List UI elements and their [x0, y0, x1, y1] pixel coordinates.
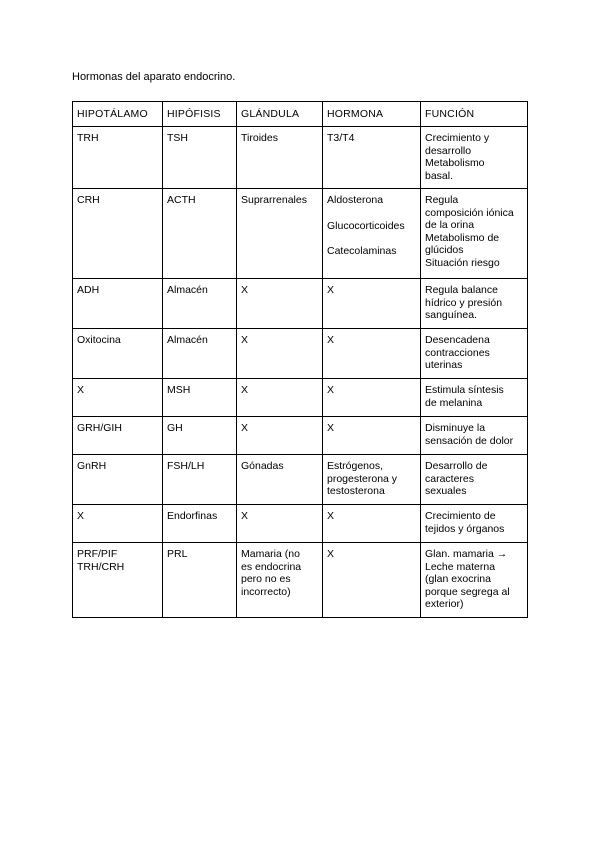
cell-text: X: [327, 284, 335, 296]
cell-hormona: [323, 127, 421, 189]
cell-glandula: [237, 279, 323, 329]
table-row: [73, 329, 528, 379]
cell-text: X: [327, 510, 335, 522]
cell-hipofisis: [163, 543, 237, 618]
cell-hipofisis: [163, 189, 237, 279]
cell-text: X: [327, 334, 335, 346]
cell-text: X: [241, 334, 249, 346]
cell-hipotalamo: [73, 189, 163, 279]
cell-funcion: [421, 379, 528, 417]
cell-text: GRH/GIH: [77, 422, 122, 434]
cell-funcion: [421, 329, 528, 379]
cell-hipotalamo: [73, 329, 163, 379]
cell-hormona: [323, 505, 421, 543]
cell-text: CRH: [77, 194, 100, 206]
header-funcion: FUNCIÓN: [421, 102, 528, 127]
cell-glandula: [237, 455, 323, 505]
cell-text: X: [327, 384, 335, 396]
cell-text: testosterona: [327, 485, 385, 497]
cell-hipofisis: [163, 127, 237, 189]
header-hormona: HORMONA: [323, 102, 421, 127]
cell-glandula: [237, 379, 323, 417]
cell-text: desarrollo: [425, 144, 472, 157]
cell-funcion: [421, 505, 528, 543]
cell-text: glúcidos: [425, 244, 464, 256]
cell-text: ADH: [77, 284, 100, 296]
cell-text: TRH: [77, 132, 99, 144]
table-row: [73, 505, 528, 543]
cell-hormona: [323, 279, 421, 329]
cell-text: sensación de dolor: [425, 434, 514, 447]
cell-text: PRF/PIF: [77, 548, 118, 560]
cell-text: X: [327, 422, 335, 434]
cell-text: Suprarrenales: [241, 194, 307, 206]
cell-hipotalamo: [73, 505, 163, 543]
cell-text: Aldosterona: [327, 194, 384, 206]
cell-text: GH: [167, 422, 183, 434]
cell-hipotalamo: [73, 543, 163, 618]
table-row: [73, 379, 528, 417]
cell-text: Metabolismo: [425, 157, 485, 169]
cell-hipofisis: [163, 455, 237, 505]
hormone-table: [72, 101, 528, 618]
cell-glandula: [237, 189, 323, 279]
cell-text: de melanina: [425, 396, 483, 409]
cell-text: Almacén: [167, 284, 208, 296]
cell-text: X: [241, 384, 249, 396]
cell-text: es endocrina: [241, 560, 302, 573]
cell-hormona: [323, 189, 421, 279]
cell-text: Estrógenos,: [327, 460, 384, 472]
cell-text: X: [77, 384, 85, 396]
cell-text: ACTH: [167, 194, 196, 206]
cell-text: exterior): [425, 598, 464, 610]
header-glandula: GLÁNDULA: [237, 102, 323, 127]
cell-text: Tiroides: [241, 132, 278, 144]
cell-text: Glan. mamaria →: [425, 548, 508, 560]
cell-hipotalamo: [73, 379, 163, 417]
cell-text: X: [241, 422, 249, 434]
cell-text: X: [241, 510, 249, 522]
header-hipofisis: HIPÓFISIS: [163, 102, 237, 127]
cell-funcion: [421, 279, 528, 329]
cell-spacer: [327, 232, 416, 245]
cell-text: Crecimiento y: [425, 132, 490, 144]
cell-hormona: [323, 543, 421, 618]
cell-hipotalamo: [73, 127, 163, 189]
cell-text: porque segrega al: [425, 585, 510, 598]
cell-hormona: [323, 329, 421, 379]
cell-hormona: [323, 379, 421, 417]
table-row: [73, 279, 528, 329]
cell-text: Estimula síntesis: [425, 384, 504, 396]
table-row: [73, 417, 528, 455]
cell-hipofisis: [163, 417, 237, 455]
cell-glandula: [237, 543, 323, 618]
cell-text: uterinas: [425, 359, 463, 371]
cell-hipotalamo: [73, 417, 163, 455]
cell-text: X: [241, 284, 249, 296]
cell-text: de la orina: [425, 219, 475, 231]
cell-funcion: [421, 127, 528, 189]
cell-funcion: [421, 189, 528, 279]
cell-text: (glan exocrina: [425, 573, 491, 585]
cell-text: Regula: [425, 194, 459, 206]
cell-text: contracciones: [425, 346, 490, 359]
cell-text: Oxitocina: [77, 334, 121, 346]
cell-text: Glucocorticoides: [327, 219, 405, 232]
cell-text: composición iónica: [425, 206, 514, 219]
cell-glandula: [237, 505, 323, 543]
cell-text: Leche materna: [425, 560, 496, 573]
cell-spacer: [327, 207, 416, 220]
table-header-row: [73, 102, 528, 127]
cell-text: incorrecto): [241, 585, 291, 598]
cell-glandula: [237, 329, 323, 379]
cell-hormona: [323, 417, 421, 455]
cell-text: caracteres: [425, 472, 475, 485]
cell-hipofisis: [163, 329, 237, 379]
cell-text: sanguínea.: [425, 309, 477, 321]
cell-text: X: [327, 548, 335, 560]
cell-hipotalamo: [73, 455, 163, 505]
cell-text: basal.: [425, 169, 454, 182]
cell-glandula: [237, 417, 323, 455]
cell-hipofisis: [163, 505, 237, 543]
cell-text: Disminuye la: [425, 422, 486, 434]
cell-text: Desarrollo de: [425, 460, 488, 472]
cell-hipofisis: [163, 279, 237, 329]
cell-text: MSH: [167, 384, 191, 396]
cell-text: Situación riesgo: [425, 256, 500, 269]
cell-funcion: [421, 455, 528, 505]
cell-text: PRL: [167, 548, 188, 560]
table-row: [73, 127, 528, 189]
cell-text: T3/T4: [327, 132, 355, 144]
cell-funcion: [421, 417, 528, 455]
header-hipotalamo: HIPOTÁLAMO: [73, 102, 163, 127]
cell-text: TRH/CRH: [77, 560, 125, 573]
cell-funcion: [421, 543, 528, 618]
table-row: [73, 543, 528, 618]
cell-text: sexuales: [425, 485, 467, 497]
cell-text: hídrico y presión: [425, 296, 503, 309]
cell-text: Catecolaminas: [327, 245, 397, 257]
cell-text: Endorfinas: [167, 510, 218, 522]
cell-text: TSH: [167, 132, 188, 144]
cell-hipotalamo: [73, 279, 163, 329]
cell-hipofisis: [163, 379, 237, 417]
cell-hormona: [323, 455, 421, 505]
cell-text: FSH/LH: [167, 460, 205, 472]
table-body: [73, 127, 528, 618]
document-title: Hormonas del aparato endocrino.: [72, 71, 236, 83]
cell-text: GnRH: [77, 460, 107, 472]
cell-glandula: [237, 127, 323, 189]
cell-text: Gónadas: [241, 460, 284, 472]
cell-text: tejidos y órganos: [425, 522, 505, 535]
cell-text: Desencadena: [425, 334, 490, 346]
table-row: [73, 189, 528, 279]
cell-text: Almacén: [167, 334, 208, 346]
cell-text: pero no es: [241, 573, 291, 585]
cell-text: X: [77, 510, 85, 522]
cell-text: Mamaria (no: [241, 548, 300, 560]
cell-text: Regula balance: [425, 284, 498, 296]
cell-text: Crecimiento de: [425, 510, 496, 522]
cell-text: Metabolismo de: [425, 231, 500, 244]
table-row: [73, 455, 528, 505]
cell-text: progesterona y: [327, 472, 398, 485]
